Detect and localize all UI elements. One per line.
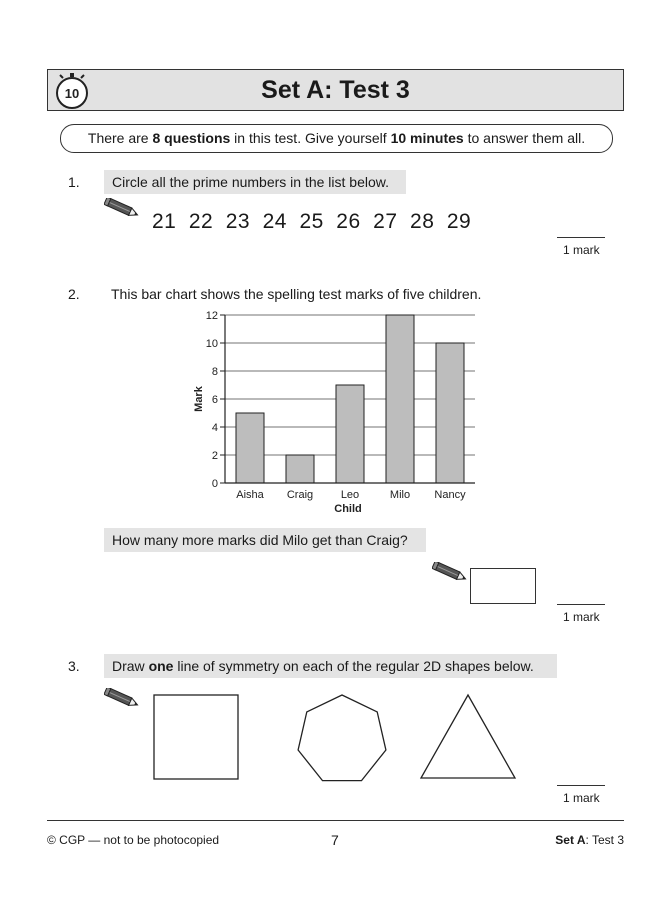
mark-line: [557, 237, 605, 238]
x-tick-label: Nancy: [434, 489, 466, 501]
answer-box[interactable]: [470, 568, 536, 604]
x-tick-label: Leo: [340, 489, 360, 501]
page-title: Set A: Test 3: [261, 76, 410, 104]
number-option[interactable]: 21: [152, 210, 177, 233]
question-3-number: 3.: [68, 658, 80, 674]
y-tick-label: 0: [211, 478, 218, 490]
footer-rule: [47, 820, 624, 821]
number-option[interactable]: 29: [446, 210, 472, 233]
triangle-shape[interactable]: [421, 695, 515, 778]
bar-aisha: [236, 413, 264, 483]
question-2-prompt: How many more marks did Milo get than Craig?: [104, 528, 426, 552]
bar-nancy: [436, 343, 464, 483]
mark-line: [557, 604, 605, 605]
intro-text-2: in this test. Give yourself: [230, 130, 391, 146]
footer-set-bold: Set A: [555, 833, 586, 847]
intro-minutes: 10 minutes: [390, 130, 464, 146]
y-tick-label: 2: [211, 450, 218, 462]
question-1-number: 1.: [68, 174, 80, 190]
q3-text-1: Draw: [112, 658, 149, 674]
question-2-number: 2.: [68, 286, 80, 302]
y-tick-label: 10: [205, 338, 218, 350]
question-3-prompt: [104, 654, 557, 678]
q3-text-bold: one: [148, 658, 174, 674]
shapes-area: [150, 690, 530, 785]
mark-label: 1 mark: [563, 791, 600, 805]
number-list: [152, 210, 484, 234]
mark-label: 1 mark: [563, 243, 600, 257]
x-tick-label: Milo: [389, 489, 411, 501]
pencil-icon: [104, 688, 140, 708]
page-number: 7: [331, 832, 339, 848]
y-tick-label: 8: [211, 366, 218, 378]
number-option[interactable]: 25: [299, 210, 324, 233]
y-tick-label: 4: [211, 422, 218, 434]
y-axis-title: Mark: [193, 386, 205, 412]
mark-line: [557, 785, 605, 786]
footer-copyright: © CGP — not to be photocopied: [47, 833, 220, 847]
heptagon-shape[interactable]: [298, 695, 386, 781]
stopwatch-icon: [53, 72, 91, 110]
bar-leo: [336, 385, 364, 483]
x-axis-title: Child: [334, 503, 362, 515]
number-option[interactable]: 27: [373, 210, 398, 233]
pencil-icon: [104, 198, 140, 218]
x-tick-label: Craig: [286, 489, 314, 501]
square-shape[interactable]: [154, 695, 238, 779]
bar-chart: [180, 305, 490, 520]
intro-text-1: There are: [87, 130, 153, 146]
x-tick-label: Aisha: [236, 489, 264, 501]
question-2-intro: This bar chart shows the spelling test marks of five children.: [111, 286, 482, 302]
intro-text-3: to answer them all.: [463, 130, 586, 146]
y-tick-label: 12: [205, 310, 218, 322]
instructions-box: [60, 124, 613, 153]
number-option[interactable]: 22: [188, 210, 214, 233]
number-option[interactable]: 24: [262, 210, 287, 233]
mark-label: 1 mark: [563, 610, 600, 624]
footer-set-label: [555, 833, 624, 847]
y-tick-label: 6: [211, 394, 218, 406]
bar-milo: [386, 315, 414, 483]
intro-questions: 8 questions: [152, 130, 231, 146]
number-option[interactable]: 28: [410, 210, 435, 233]
bar-craig: [286, 455, 314, 483]
footer-set-rest: : Test 3: [585, 833, 624, 847]
timer-minutes: 10: [64, 86, 80, 101]
q3-text-2: line of symmetry on each of the regular 2D shapes below.: [173, 658, 534, 674]
number-option[interactable]: 26: [336, 210, 361, 233]
question-1-prompt: Circle all the prime numbers in the list below.: [104, 170, 406, 194]
pencil-icon: [432, 562, 468, 582]
number-option[interactable]: 23: [225, 210, 251, 233]
